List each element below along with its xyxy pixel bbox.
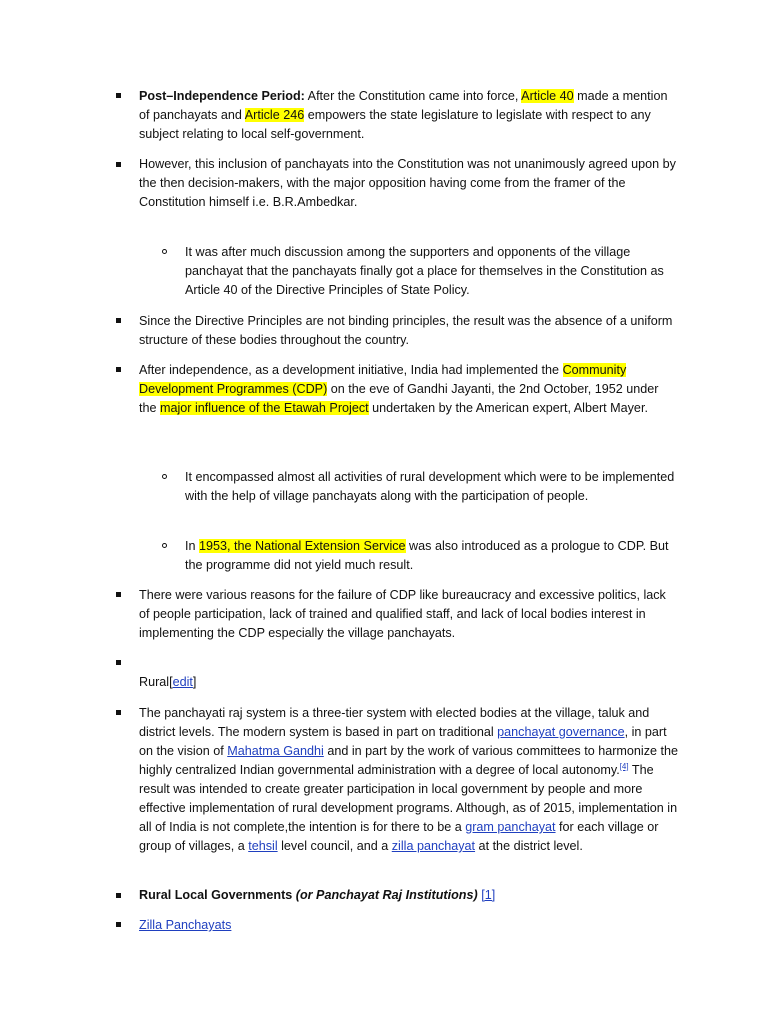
paragraph-inclusion: However, this inclusion of panchayats into the Constitution was not unanimously agreed upon by the then decision-makers, with the major opposition having come from the framer of the Constitution himself i.e. B.R.Ambedkar.: [139, 157, 676, 209]
link-gram-panchayat[interactable]: gram panchayat: [465, 820, 556, 834]
link-zilla-panchayats[interactable]: Zilla Panchayats: [139, 918, 232, 932]
square-bullet-icon: [116, 893, 121, 898]
square-bullet-icon: [116, 710, 121, 715]
text-run: undertaken by the American expert, Albert Mayer.: [368, 401, 648, 415]
text-run: at the district level.: [475, 839, 583, 853]
subpoint-discussion: It was after much discussion among the supporters and opponents of the village panchayat that the panchayats finally got a place for themselves in the Constitution as Article 40 of the Directive Principles of State Policy.: [185, 245, 664, 297]
highlight-article-40: Article 40: [521, 89, 574, 103]
highlight-cdp: Community Development Programmes (CDP): [139, 363, 627, 396]
text-run: was also introduced as a prologue to CDP. But the programme did not yield much result.: [185, 539, 669, 572]
square-bullet-icon: [116, 318, 121, 323]
text-run: After independence, as a development initiative, India had implemented the: [139, 363, 563, 377]
text-run: , in part on the vision of: [139, 725, 667, 758]
rural-heading: [139, 673, 679, 692]
bracket: ]: [192, 675, 197, 689]
edit-link[interactable]: edit: [172, 675, 193, 689]
text-run: level council, and a: [277, 839, 392, 853]
link-zilla-panchayat[interactable]: zilla panchayat: [391, 839, 476, 853]
square-bullet-icon: [116, 922, 121, 927]
paragraph-panchayati-raj: [139, 704, 679, 856]
circle-bullet-icon: [162, 543, 167, 548]
square-bullet-icon: [116, 592, 121, 597]
paragraph-lead: Post–Independence Period:: [139, 89, 305, 103]
citation-4-link[interactable]: [4]: [619, 761, 629, 771]
square-bullet-icon: [116, 367, 121, 372]
text-run: made a mention of panchayats and: [139, 89, 668, 122]
paragraph-cdp-failure: There were various reasons for the failure of CDP like bureaucracy and excessive politics, lack of people participation, lack of trained and qualified staff, and lack of local bodies interest in implementing the CDP especially the village panchayats.: [139, 588, 666, 640]
circle-bullet-icon: [162, 474, 167, 479]
paragraph-cdp: [139, 361, 679, 418]
paragraph-directive-principles: Since the Directive Principles are not binding principles, the result was the absence of a uniform structure of these bodies throughout the country.: [139, 314, 673, 347]
text-run: The result was intended to create greater participation in local government by people and more effective implementation of rural development programs. Although, as of 2015, implementation in all of India is not complete,the intention is for there to be a: [139, 763, 678, 834]
text-run: for each village or group of villages, a: [139, 820, 659, 853]
paragraph-rural-local-governments: [139, 886, 679, 905]
text-run: After the Constitution came into force,: [304, 89, 522, 103]
link-mahatma-gandhi[interactable]: Mahatma Gandhi: [227, 744, 324, 758]
italic-run: (or Panchayat Raj Institutions): [295, 888, 478, 902]
link-panchayat-governance[interactable]: panchayat governance: [497, 725, 625, 739]
subpoint-nes: [185, 537, 679, 575]
highlight-article-246: Article 246: [244, 108, 305, 122]
text-run: and in part by the work of various committees to harmonize the highly centralized Indian governmental administration with a degree of local autonomy.: [139, 744, 679, 777]
text-run: In: [185, 539, 200, 553]
text-run: empowers the state legislature to legislate with respect to any subject relating to local self-government.: [139, 108, 651, 141]
link-tehsil[interactable]: tehsil: [248, 839, 278, 853]
text-run: The panchayati raj system is a three-tier system with elected bodies at the village, taluk and district levels. The modern system is based in part on traditional: [139, 706, 650, 739]
highlight-etawah: major influence of the Etawah Project: [160, 401, 369, 415]
paragraph-post-independence: [139, 87, 679, 144]
bracket: [: [169, 675, 173, 689]
rural-label: Rural: [139, 675, 170, 689]
square-bullet-icon: [116, 660, 121, 665]
text-run: on the eve of Gandhi Jayanti, the 2nd October, 1952 under the: [139, 382, 659, 415]
highlight-nes: 1953, the National Extension Service: [199, 539, 406, 553]
subpoint-rural-development: It encompassed almost all activities of rural development which were to be implemented with the help of village panchayats along with the participation of people.: [185, 470, 675, 503]
citation-1-link[interactable]: [1]: [481, 888, 496, 902]
square-bullet-icon: [116, 93, 121, 98]
text-run: Rural Local Governments: [139, 888, 296, 902]
square-bullet-icon: [116, 162, 121, 167]
paragraph-zilla: [139, 916, 679, 935]
circle-bullet-icon: [162, 249, 167, 254]
